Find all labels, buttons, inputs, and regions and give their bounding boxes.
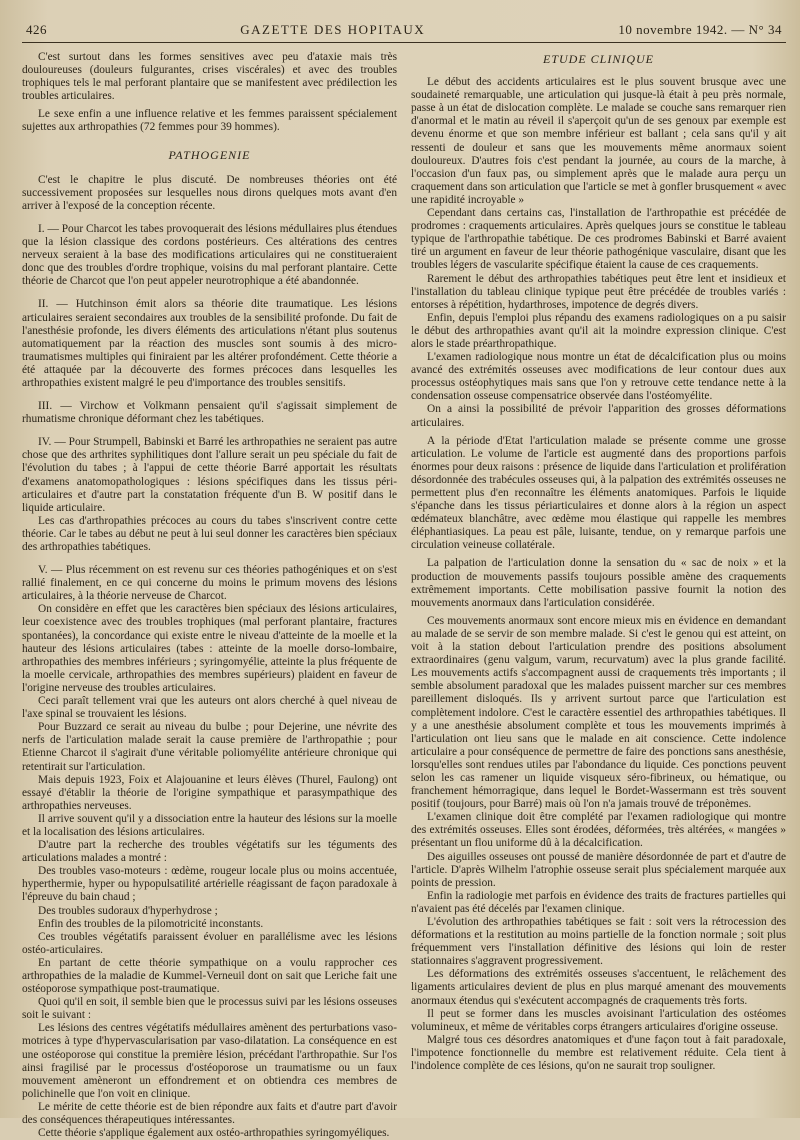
paragraph: Quoi qu'il en soit, il semble bien que le processus suivi par les lésions osseuses soit le suivant : — [22, 996, 397, 1022]
paragraph: On considère en effet que les caractères bien spéciaux des lésions articulaires, leur coexistence avec des troubles trophiques (mal perforant plantaire, fractures spontanées), la concordance qui existe entre le niveau d'atteinte de la moelle et la hauteur des lésions articulaires (tabes : atteinte de la moelle dorso-lombaire, arthropathies des membres inférieurs ; syringomyélie, atteinte la plus fréquente de la moelle cervicale, arthropathies des membres supérieurs) plaident en faveur de l'origine nerveuse des troubles articulaires. — [22, 603, 397, 694]
paragraph: Ces mouvements anormaux sont encore mieux mis en évidence en demandant au malade de se servir de son membre malade. Si c'est le genou qui est atteint, on voit à la station debout l'articulation prendre des positions absolument extraordinaires (genu valgum, varum, recurvatum) avec la plus grande facilité. Les mouvements actifs s'accompagnent aussi de craquements très importants ; il semble absolument paradoxal que les malades puissent marcher sur ces membres pareillement disloqués. Ils y arrivent surtout parce que l'articulation est complètement indolore. C'est le caractère essentiel des arthropathies tabétiques. Il y a une anesthésie absolument complète et tous les mouvements imprimés à l'articulation ont lieu sans que le malade en ait conscience. Cette indolence articulaire a pour conséquence de permettre de faire des ponctions sans anesthésie, lorsqu'elles sont rendues utiles par l'abondance du liquide. Ces ponctions peuvent selon les cas ramener un liquide visqueux séro-fibrineux, ou hématique, ou franchement hémorragique, dans lequel le Bordet-Wassermann est très souvent positif (toujours, pour Barré) mais où l'on n'a jamais trouvé de tréponèmes. — [411, 614, 786, 811]
paragraph: Le mérite de cette théorie est de bien répondre aux faits et d'autre part d'avoir des conséquences thérapeutiques intéressantes. — [22, 1100, 397, 1127]
paragraph: I. — Pour Charcot les tabes provoquerait des lésions médullaires plus étendues que la lésion classique des cordons postérieurs. Ces altérations des centres nerveux seraient à la base des modifications articulaires qui ne constitueraient donc que des troubles d'ordre trophique, voisins du mal perforant plantaire. Cette théorie de Charcot que l'on peut appeler neurotrophique a été abandonnée. — [22, 222, 397, 288]
paragraph: Malgré tous ces désordres anatomiques et d'une façon tout à fait paradoxale, l'impotence fonctionnelle du membre est relativement réduite. Cela tient à l'indolence complète de ces lésions, qu'on ne saurait trop souligner. — [411, 1033, 786, 1073]
paragraph: La palpation de l'articulation donne la sensation du « sac de noix » et la production de mouvements passifs toujours possible amène des craquements extrêmement importants. Cette mobilisation passive fournit la notion des mouvements anormaux dans l'articulation considérée. — [411, 557, 786, 609]
left-column — [22, 51, 397, 1140]
paragraph: Rarement le début des arthropathies tabétiques peut être lent et insidieux et l'installation du tableau clinique typique peut être précédée de troubles variés : entorses à répétition, hydarthroses, impotence de degrés divers. — [411, 272, 786, 311]
paragraph: En partant de cette théorie sympathique on a voulu rapprocher ces arthropathies de la maladie de Kummel-Verneuil dont on sait que Leriche fait une ostéoporose sympathique post-traumatique. — [22, 956, 397, 996]
paragraph: Les cas d'arthropathies précoces au cours du tabes s'inscrivent contre cette théorie. Car le tabes au début ne peut à lui seul donner les caractères bien spéciaux des arthropathies tabétiques. — [22, 514, 397, 553]
paragraph: On a ainsi la possibilité de prévoir l'apparition des grosses déformations articulaires. — [411, 403, 786, 429]
paragraph: L'examen clinique doit être complété par l'examen radiologique qui montre des extrémités osseuses. Elles sont érodées, déformées, très altérées, « mangées » présentant un flou uniforme dû à la décalcification. — [411, 811, 786, 850]
paragraph: Le sexe enfin a une influence relative et les femmes paraissent spécialement sujettes aux arthropathies (72 femmes pour 39 hommes). — [22, 108, 397, 134]
paragraph: Il peut se former dans les muscles avoisinant l'articulation des ostéomes volumineux, et même de véritables corps étrangers articulaires d'origine osseuse. — [411, 1007, 786, 1033]
paragraph: V. — Plus récemment on est revenu sur ces théories pathogéniques et on s'est rallié finalement, en ce qui concerne du moins le primum movens des lésions articulaires, à la théorie nerveuse de Charcot. — [22, 564, 397, 603]
issue-date: 10 novembre 1942. — N° 34 — [618, 22, 782, 37]
paragraph: Les déformations des extrémités osseuses s'accentuent, le relâchement des ligaments articulaires devient de plus en plus marqué amenant des mouvements anormaux étendus qui s'exécutent accompagnés de craquements très forts. — [411, 968, 786, 1007]
paragraph: Des aiguilles osseuses ont poussé de manière désordonnée de part et d'autre de l'article. D'après Wilhelm l'atrophie osseuse serait plus spécialement marquée aux points de pression. — [411, 850, 786, 889]
section-heading-etude-clinique: ETUDE CLINIQUE — [542, 52, 654, 66]
paragraph: IV. — Pour Strumpell, Babinski et Barré les arthropathies ne seraient pas autre chose que des arthrites syphilitiques dont l'allure serait un peu spéciale du fait de l'évolution du tabes ; à l'appui de cette théorie Barré apportait les résultats d'examens anatomopathologiques : lésions spécifiques dans les tissus péri-articulaires et d'autre part la constatation fréquente d'un B. W positif dans le liquide articulaire. — [22, 436, 397, 514]
paragraph: A la période d'Etat l'articulation malade se présente comme une grosse articulation. Le volume de l'article est augmenté dans des proportions parfois énormes pour deux raisons : présence de liquide dans l'articulation et prolifération désordonnée des trabécules osseuses qui, à la palpation des extrémités osseuses ne permettent plus d'en reconnaître les éléments anatomiques. Parfois le liquide s'épanche dans les tissus périarticulaires et donne alors à la région un aspect œdémateux blanchâtre, avec œdème mou élastique qui rappelle les membres éléphantiasiques. La peau est pâle, luisante, tendue, on y remarque parfois une circulation veineuse collatérale. — [411, 434, 786, 552]
right-column — [411, 51, 786, 1140]
paragraph: III. — Virchow et Volkmann pensaient qu'il s'agissait simplement de rhumatisme chronique déformant chez les tabétiques. — [22, 400, 397, 426]
paragraph: Enfin la radiologie met parfois en évidence des traits de fractures partielles qui n'avaient pas été décelés par l'examen clinique. — [411, 889, 786, 915]
paragraph: Des troubles sudoraux d'hyperhydrose ; — [38, 904, 218, 917]
journal-title: GAZETTE DES HOPITAUX — [240, 22, 426, 37]
paragraph: D'autre part la recherche des troubles végétatifs sur les téguments des articulations malades a montré : — [22, 839, 397, 865]
paragraph: Des troubles vaso-moteurs : œdème, rougeur locale plus ou moins accentuée, hyperthermie, hyper ou hypopulsatilité artérielle réagissant de façon paradoxale à l'épreuve du bain chaud ; — [22, 865, 397, 904]
paragraph: Enfin des troubles de la pilomotricité inconstants. — [38, 917, 264, 930]
paragraph: L'évolution des arthropathies tabétiques se fait : soit vers la rétrocession des déformations et la restitution au moins partielle de la fonction normale ; soit plus fréquemment vers l'installation définitive des lésions qui loin de rester stationnaires s'aggravent progressivement. — [411, 916, 786, 968]
page-number: 426 — [26, 22, 47, 37]
section-heading-pathogenie: PATHOGENIE — [168, 147, 251, 162]
paragraph: II. — Hutchinson émit alors sa théorie dite traumatique. Les lésions articulaires seraient secondaires aux troubles de la sensibilité profonde. Du fait de l'anesthésie profonde, les divers éléments des articulations n'étant plus soutenus automatiquement par la réaction des muscles sont soumis à des micro-traumatismes multiples qui finiraient par les altérer profondément. Cette théorie a été attaquée par la découverte des formes précoces dans lesquelles les arthropathies existent malgré le peu d'importance des troubles sensitifs. — [22, 298, 397, 389]
paragraph: Ceci paraît tellement vrai que les auteurs ont alors cherché à quel niveau de l'axe spinal se trouvaient les lésions. — [22, 695, 397, 721]
paragraph: Cependant dans certains cas, l'installation de l'arthropathie est précédée de prodromes : craquements articulaires. Après quelques jours se constitue le tableau typique de l'arthropathie tabétique. De ces prodromes Babinski et Barré avaient tiré un argument en faveur de leur théorie pathogénique vasculaire, disant que les troubles légers de vascularite spécifique étaient la cause de ces craquements. — [411, 207, 786, 272]
paragraph: Ces troubles végétatifs paraissent évoluer en parallélisme avec les lésions ostéo-articulaires. — [22, 930, 397, 956]
paragraph: Enfin, depuis l'emploi plus répandu des examens radiologiques on a pu saisir le début des arthropathies avant qu'il ait la moindre expression clinique. C'est alors le stade préarthropathique. — [411, 311, 786, 350]
paragraph: Mais depuis 1923, Foix et Alajouanine et leurs élèves (Thurel, Faulong) ont essayé d'établir la théorie de l'origine sympathique et parasympathique des arthropathies nerveuses. — [22, 773, 397, 812]
paragraph: Cette théorie s'applique également aux ostéo-arthropathies syringomyéliques. — [38, 1127, 390, 1140]
page-header — [22, 22, 786, 43]
paragraph: Pour Buzzard ce serait au niveau du bulbe ; pour Dejerine, une névrite des nerfs de l'articulation malade serait la cause première de l'arthropathie ; pour Etienne Charcot il s'agirait d'une véritable poliomyélite antérieure chronique qui retentirait sur l'articulation. — [22, 721, 397, 773]
paragraph: C'est surtout dans les formes sensitives avec peu d'ataxie mais très douloureuses (douleurs fulgurantes, crises viscérales) et avec des troubles trophiques tels le mal perforant plantaire que se manifestent avec prédilection les troubles articulaires. — [22, 51, 397, 103]
paragraph: L'examen radiologique nous montre un état de décalcification plus ou moins avancé des extrémités osseuses avec modifications de leur contour dues aux processus ostéophytiques mais sans que l'on y retrouve cette tendance nette à la condensation osseuse compensatrice observée dans l'ostéomyélite. — [411, 351, 786, 403]
paragraph: Le début des accidents articulaires est le plus souvent brusque avec une soudaineté remarquable, une articulation qui jusque-là était à peu près normale, passe à un état de dislocation complète. Le malade se couche sans remarquer rien d'anormal et le matin au réveil il s'aperçoit qu'un de ses genoux par exemple est devenu énorme et que son membre inférieur est ballant ; cela sans qu'il y ait ressenti de douleur et sans que les mouvements même anormaux soient douloureux. D'autres fois c'est pendant la journée, au cours de la marche, à l'occasion d'un faux pas, ou simplement après que le malade aura perçu un craquement dans son articulation que l'article se met à gonfler brusquement « avec une rapidité incroyable » — [411, 76, 786, 206]
paragraph: Les lésions des centres végétatifs médullaires amènent des perturbations vaso-motrices à type d'hypervascularisation par vaso-dilatation. La conséquence en est une ostéoporose qui constitue la première lésion, précédant l'arthropathie. Sur l'os ainsi fragilisé par le processus d'ostéoporose un traumatisme ou un faux mouvement amèneront un effondrement et on obtiendra ces membres de polichinelle que l'on voit en clinique. — [22, 1022, 397, 1100]
paragraph: C'est le chapitre le plus discuté. De nombreuses théories ont été successivement proposées sur lesquelles nous dirons quelques mots avant d'en arriver à l'exposé de la conception récente. — [22, 173, 397, 212]
paragraph: Il arrive souvent qu'il y a dissociation entre la hauteur des lésions sur la moelle et la localisation des lésions articulaires. — [22, 812, 397, 838]
